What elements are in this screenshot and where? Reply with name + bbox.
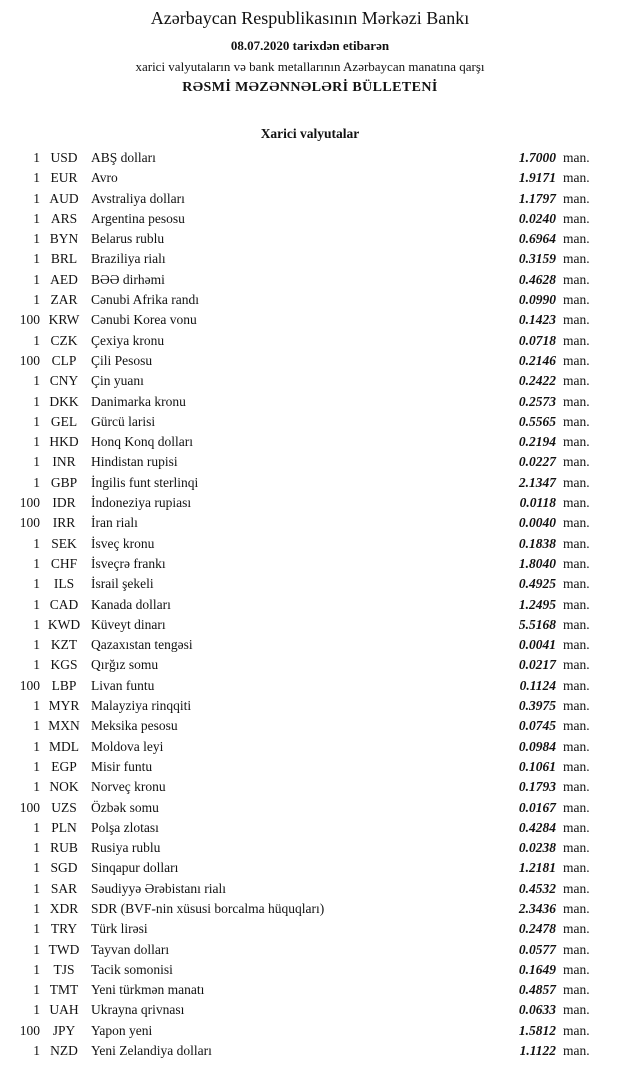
exchange-rate: 0.0718	[518, 332, 556, 348]
currency-name: Danimarka kronu	[91, 393, 186, 409]
currency-code: TRY	[50, 921, 78, 937]
table-row	[0, 899, 620, 919]
currency-name: Tayvan dolları	[91, 941, 170, 957]
row-quantity: 1	[33, 190, 40, 206]
table-row	[0, 716, 620, 736]
table-row	[0, 757, 620, 777]
exchange-rate: 1.7000	[518, 150, 556, 165]
exchange-rate: 0.2573	[518, 393, 556, 409]
table-row	[0, 798, 620, 818]
table-row	[0, 960, 620, 980]
unit-label: man.	[563, 758, 590, 774]
row-quantity: 100	[19, 312, 40, 328]
exchange-rate: 0.2194	[518, 434, 556, 450]
currency-name: Cənubi Afrika randı	[91, 292, 199, 308]
currency-name: Özbək somu	[91, 799, 159, 815]
currency-name: İngilis funt sterlinqi	[91, 474, 199, 490]
table-row	[0, 148, 620, 168]
row-quantity: 1	[33, 210, 40, 226]
row-quantity: 1	[33, 982, 40, 998]
unit-label: man.	[563, 799, 590, 815]
exchange-rate: 0.0577	[518, 941, 556, 957]
unit-label: man.	[563, 982, 590, 998]
currency-name: Argentina pesosu	[91, 210, 185, 226]
exchange-rate: 0.0118	[519, 495, 556, 511]
unit-label: man.	[563, 819, 590, 835]
exchange-rate: 1.5812	[518, 1022, 556, 1038]
row-quantity: 1	[33, 1043, 40, 1059]
table-row	[0, 919, 620, 939]
table-row	[0, 615, 620, 635]
row-quantity: 1	[33, 596, 40, 612]
unit-label: man.	[563, 190, 590, 206]
unit-label: man.	[563, 1043, 590, 1059]
unit-label: man.	[563, 352, 590, 368]
table-row	[0, 351, 620, 371]
exchange-rate: 0.6964	[518, 231, 556, 247]
currency-code: RUB	[50, 840, 78, 856]
exchange-rate: 0.0990	[518, 292, 556, 308]
table-row	[0, 229, 620, 249]
row-quantity: 1	[33, 738, 40, 754]
row-quantity: 1	[33, 941, 40, 957]
currency-name: Səudiyyə Ərəbistanı rialı	[91, 880, 226, 896]
row-quantity: 1	[33, 657, 40, 673]
row-quantity: 100	[19, 495, 40, 511]
unit-label: man.	[563, 515, 590, 531]
row-quantity: 1	[33, 373, 40, 389]
exchange-rate: 0.1061	[518, 758, 556, 774]
table-row	[0, 595, 620, 615]
unit-label: man.	[563, 495, 590, 511]
table-row	[0, 635, 620, 655]
table-row	[0, 777, 620, 797]
currency-code: IDR	[52, 495, 76, 511]
unit-label: man.	[563, 170, 590, 186]
exchange-rate: 0.0984	[518, 738, 556, 754]
row-quantity: 1	[33, 170, 40, 186]
table-row	[0, 574, 620, 594]
exchange-rate: 5.5168	[518, 616, 556, 632]
exchange-rate: 0.0633	[518, 1002, 556, 1018]
unit-label: man.	[563, 860, 590, 876]
unit-label: man.	[563, 1022, 590, 1038]
table-row	[0, 513, 620, 533]
currency-name: Ukrayna qrivnası	[91, 1002, 185, 1018]
row-quantity: 100	[19, 1022, 40, 1038]
row-quantity: 1	[33, 758, 40, 774]
table-row	[0, 980, 620, 1000]
unit-label: man.	[563, 210, 590, 226]
bulletin-subtitle: xarici valyutaların və bank metallarının Azərbaycan manatına qarşı	[135, 59, 485, 74]
currency-name: Yeni Zelandiya dolları	[91, 1043, 212, 1059]
exchange-rate: 0.1423	[518, 312, 556, 328]
currency-name: Sinqapur dolları	[91, 860, 179, 876]
currency-name: Küveyt dinarı	[91, 616, 166, 632]
currency-code: XDR	[49, 900, 79, 916]
exchange-rate: 0.2146	[518, 352, 556, 368]
table-row	[0, 534, 620, 554]
exchange-rate: 0.1793	[518, 779, 556, 795]
row-quantity: 1	[33, 474, 40, 490]
unit-label: man.	[563, 900, 590, 916]
currency-name: Misir funtu	[91, 758, 153, 774]
currency-code: GBP	[50, 474, 78, 490]
bulletin-header	[0, 6, 620, 97]
exchange-rate: 0.0238	[518, 840, 556, 856]
row-quantity: 100	[19, 515, 40, 531]
currency-name: Tacik somonisi	[91, 961, 173, 977]
row-quantity: 1	[33, 576, 40, 592]
currency-code: ARS	[50, 210, 78, 226]
exchange-rate: 0.1838	[518, 535, 556, 551]
currency-name: Çin yuanı	[91, 373, 144, 389]
table-row	[0, 858, 620, 878]
unit-label: man.	[563, 596, 590, 612]
unit-label: man.	[563, 738, 590, 754]
bulletin-title: RƏSMİ MƏZƏNNƏLƏRİ BÜLLETENİ	[182, 80, 438, 95]
exchange-rate: 0.4628	[518, 271, 556, 287]
currency-name: Kanada dolları	[91, 596, 171, 612]
table-row	[0, 940, 620, 960]
currency-name: Polşa zlotası	[91, 819, 159, 835]
currency-name: Malayziya rinqqiti	[91, 698, 192, 714]
exchange-rate: 0.2478	[518, 921, 556, 937]
unit-label: man.	[563, 616, 590, 632]
table-row	[0, 838, 620, 858]
exchange-rate: 0.4857	[518, 982, 556, 998]
row-quantity: 1	[33, 434, 40, 450]
table-row	[0, 818, 620, 838]
table-row	[0, 879, 620, 899]
exchange-rate: 1.2181	[518, 860, 556, 876]
row-quantity: 1	[33, 332, 40, 348]
currency-code: INR	[52, 454, 76, 470]
row-quantity: 1	[33, 961, 40, 977]
table-row	[0, 371, 620, 391]
currency-code: CHF	[50, 555, 78, 571]
exchange-rate: 1.9171	[518, 170, 556, 186]
row-quantity: 1	[33, 698, 40, 714]
currency-code: BYN	[49, 231, 79, 247]
currency-code: TWD	[48, 941, 80, 957]
currency-name: Cənubi Korea vonu	[91, 312, 197, 328]
table-row	[0, 1000, 620, 1020]
currency-name: Moldova leyi	[91, 738, 164, 754]
table-row	[0, 249, 620, 269]
unit-label: man.	[563, 231, 590, 247]
exchange-rate: 0.1124	[519, 677, 556, 693]
currency-code: CLP	[51, 352, 77, 368]
exchange-rate: 1.1122	[519, 1043, 556, 1059]
exchange-rate: 1.1797	[518, 190, 556, 206]
table-row	[0, 392, 620, 412]
currency-name: ABŞ dolları	[91, 150, 156, 165]
currency-name: İran rialı	[91, 515, 138, 531]
currency-name: Çili Pesosu	[91, 352, 153, 368]
currency-code: KWD	[47, 616, 81, 632]
unit-label: man.	[563, 880, 590, 896]
table-row	[0, 655, 620, 675]
unit-label: man.	[563, 677, 590, 693]
table-row	[0, 493, 620, 513]
row-quantity: 1	[33, 900, 40, 916]
unit-label: man.	[563, 271, 590, 287]
currency-code: SGD	[50, 860, 78, 876]
exchange-rate: 1.2495	[518, 596, 556, 612]
unit-label: man.	[563, 718, 590, 734]
exchange-rate: 0.0041	[518, 637, 556, 653]
exchange-rate: 0.4925	[518, 576, 556, 592]
currency-name: Gürcü larisi	[91, 413, 156, 429]
currency-name: İndoneziya rupiası	[91, 495, 192, 511]
row-quantity: 1	[33, 860, 40, 876]
row-quantity: 1	[33, 150, 40, 165]
unit-label: man.	[563, 393, 590, 409]
currency-code: ZAR	[50, 292, 78, 308]
currency-name: Rusiya rublu	[91, 840, 161, 856]
row-quantity: 1	[33, 718, 40, 734]
currency-name: Braziliya rialı	[91, 251, 166, 267]
unit-label: man.	[563, 961, 590, 977]
table-row	[0, 209, 620, 229]
row-quantity: 1	[33, 779, 40, 795]
unit-label: man.	[563, 921, 590, 937]
unit-label: man.	[563, 657, 590, 673]
unit-label: man.	[563, 779, 590, 795]
currency-name: Livan funtu	[91, 677, 155, 693]
table-row	[0, 270, 620, 290]
currency-code: NZD	[50, 1043, 78, 1059]
row-quantity: 1	[33, 840, 40, 856]
currency-code: SEK	[51, 535, 77, 551]
unit-label: man.	[563, 637, 590, 653]
currency-code: GEL	[50, 413, 78, 429]
table-row	[0, 432, 620, 452]
row-quantity: 1	[33, 251, 40, 267]
exchange-rate: 0.0217	[518, 657, 556, 673]
table-row	[0, 737, 620, 757]
row-quantity: 1	[33, 271, 40, 287]
currency-table	[0, 148, 620, 1061]
table-row	[0, 290, 620, 310]
currency-code: CZK	[50, 332, 78, 348]
currency-name: Hindistan rupisi	[91, 454, 178, 470]
currency-name: İsveç kronu	[91, 535, 155, 551]
currency-name: Norveç kronu	[91, 779, 166, 795]
exchange-rate: 2.1347	[518, 474, 556, 490]
row-quantity: 1	[33, 292, 40, 308]
exchange-rate: 0.4284	[518, 819, 556, 835]
currency-code: KGS	[50, 657, 78, 673]
currency-name: BƏƏ dirhəmi	[91, 271, 165, 287]
row-quantity: 100	[19, 677, 40, 693]
exchange-rate: 1.8040	[518, 555, 556, 571]
currency-code: NOK	[49, 779, 79, 795]
currency-name: İsrail şekeli	[91, 576, 154, 592]
table-row	[0, 412, 620, 432]
currency-code: KRW	[48, 312, 80, 328]
currency-name: İsveçrə frankı	[91, 555, 166, 571]
currency-code: EUR	[50, 170, 78, 186]
exchange-rate: 0.0240	[518, 210, 556, 226]
currency-name: Honq Konq dolları	[91, 434, 193, 450]
currency-code: KZT	[50, 637, 78, 653]
currency-code: MXN	[48, 718, 80, 734]
table-row	[0, 189, 620, 209]
currency-code: CAD	[49, 596, 79, 612]
table-row	[0, 676, 620, 696]
currency-code: PLN	[51, 819, 77, 835]
exchange-rate: 2.3436	[518, 900, 556, 916]
currency-name: Yeni türkmən manatı	[91, 982, 205, 998]
currency-code: DKK	[49, 393, 79, 409]
currency-code: USD	[50, 150, 78, 165]
currency-code: AED	[50, 271, 78, 287]
currency-name: Türk lirəsi	[91, 921, 148, 937]
row-quantity: 100	[19, 352, 40, 368]
currency-code: UAH	[49, 1002, 79, 1018]
currency-code: TMT	[49, 982, 79, 998]
table-row	[0, 696, 620, 716]
currency-code: TJS	[53, 961, 75, 977]
exchange-rate: 0.4532	[518, 880, 556, 896]
unit-label: man.	[563, 413, 590, 429]
currency-code: CNY	[49, 373, 79, 389]
unit-label: man.	[563, 1002, 590, 1018]
row-quantity: 1	[33, 413, 40, 429]
table-row	[0, 168, 620, 188]
exchange-rate: 0.1649	[518, 961, 556, 977]
currency-code: HKD	[49, 434, 79, 450]
currency-code: SAR	[50, 880, 78, 896]
exchange-rate: 0.0227	[518, 454, 556, 470]
unit-label: man.	[563, 576, 590, 592]
row-quantity: 1	[33, 637, 40, 653]
unit-label: man.	[563, 454, 590, 470]
unit-label: man.	[563, 535, 590, 551]
currency-name: Çexiya kronu	[91, 332, 165, 348]
row-quantity: 1	[33, 535, 40, 551]
exchange-rate: 0.5565	[518, 413, 556, 429]
currency-code: EGP	[51, 758, 77, 774]
exchange-rate: 0.0745	[518, 718, 556, 734]
row-quantity: 1	[33, 921, 40, 937]
row-quantity: 1	[33, 454, 40, 470]
table-row	[0, 331, 620, 351]
currency-code: MDL	[49, 738, 79, 754]
row-quantity: 1	[33, 880, 40, 896]
currency-code: IRR	[52, 515, 76, 531]
unit-label: man.	[563, 941, 590, 957]
exchange-rate: 0.0167	[518, 799, 556, 815]
unit-label: man.	[563, 251, 590, 267]
table-row	[0, 473, 620, 493]
bank-name-title: Azərbaycan Respublikasının Mərkəzi Bankı	[150, 8, 470, 28]
section-title-foreign-currencies: Xarici valyutalar	[260, 126, 360, 141]
row-quantity: 1	[33, 231, 40, 247]
currency-name: Belarus rublu	[91, 231, 165, 247]
currency-name: Qırğız somu	[91, 657, 159, 673]
unit-label: man.	[563, 840, 590, 856]
unit-label: man.	[563, 698, 590, 714]
currency-name: SDR (BVF-nin xüsusi borcalma hüquqları)	[91, 900, 325, 916]
currency-code: JPY	[52, 1022, 76, 1038]
table-row	[0, 1021, 620, 1041]
currency-code: ILS	[53, 576, 75, 592]
unit-label: man.	[563, 474, 590, 490]
row-quantity: 1	[33, 555, 40, 571]
currency-code: BRL	[50, 251, 78, 267]
currency-code: AUD	[49, 190, 79, 206]
row-quantity: 1	[33, 1002, 40, 1018]
row-quantity: 1	[33, 616, 40, 632]
row-quantity: 1	[33, 393, 40, 409]
effective-date-line: 08.07.2020 tarixdən etibarən	[230, 38, 390, 53]
exchange-rate: 0.0040	[518, 515, 556, 531]
table-row	[0, 1041, 620, 1061]
currency-code: UZS	[51, 799, 77, 815]
currency-name: Avro	[91, 170, 118, 186]
currency-name: Meksika pesosu	[91, 718, 178, 734]
unit-label: man.	[563, 373, 590, 389]
currency-name: Avstraliya dolları	[91, 190, 185, 206]
exchange-rate: 0.3975	[518, 698, 556, 714]
unit-label: man.	[563, 292, 590, 308]
unit-label: man.	[563, 434, 590, 450]
currency-code: MYR	[48, 698, 80, 714]
currency-code: LBP	[51, 677, 77, 693]
table-row	[0, 310, 620, 330]
unit-label: man.	[563, 150, 590, 165]
currency-name: Qazaxıstan tengəsi	[91, 637, 193, 653]
row-quantity: 1	[33, 819, 40, 835]
row-quantity: 100	[19, 799, 40, 815]
unit-label: man.	[563, 312, 590, 328]
unit-label: man.	[563, 332, 590, 348]
unit-label: man.	[563, 555, 590, 571]
exchange-rate: 0.3159	[518, 251, 556, 267]
table-row	[0, 554, 620, 574]
currency-name: Yapon yeni	[91, 1022, 153, 1038]
table-row	[0, 452, 620, 472]
exchange-rate: 0.2422	[518, 373, 556, 389]
